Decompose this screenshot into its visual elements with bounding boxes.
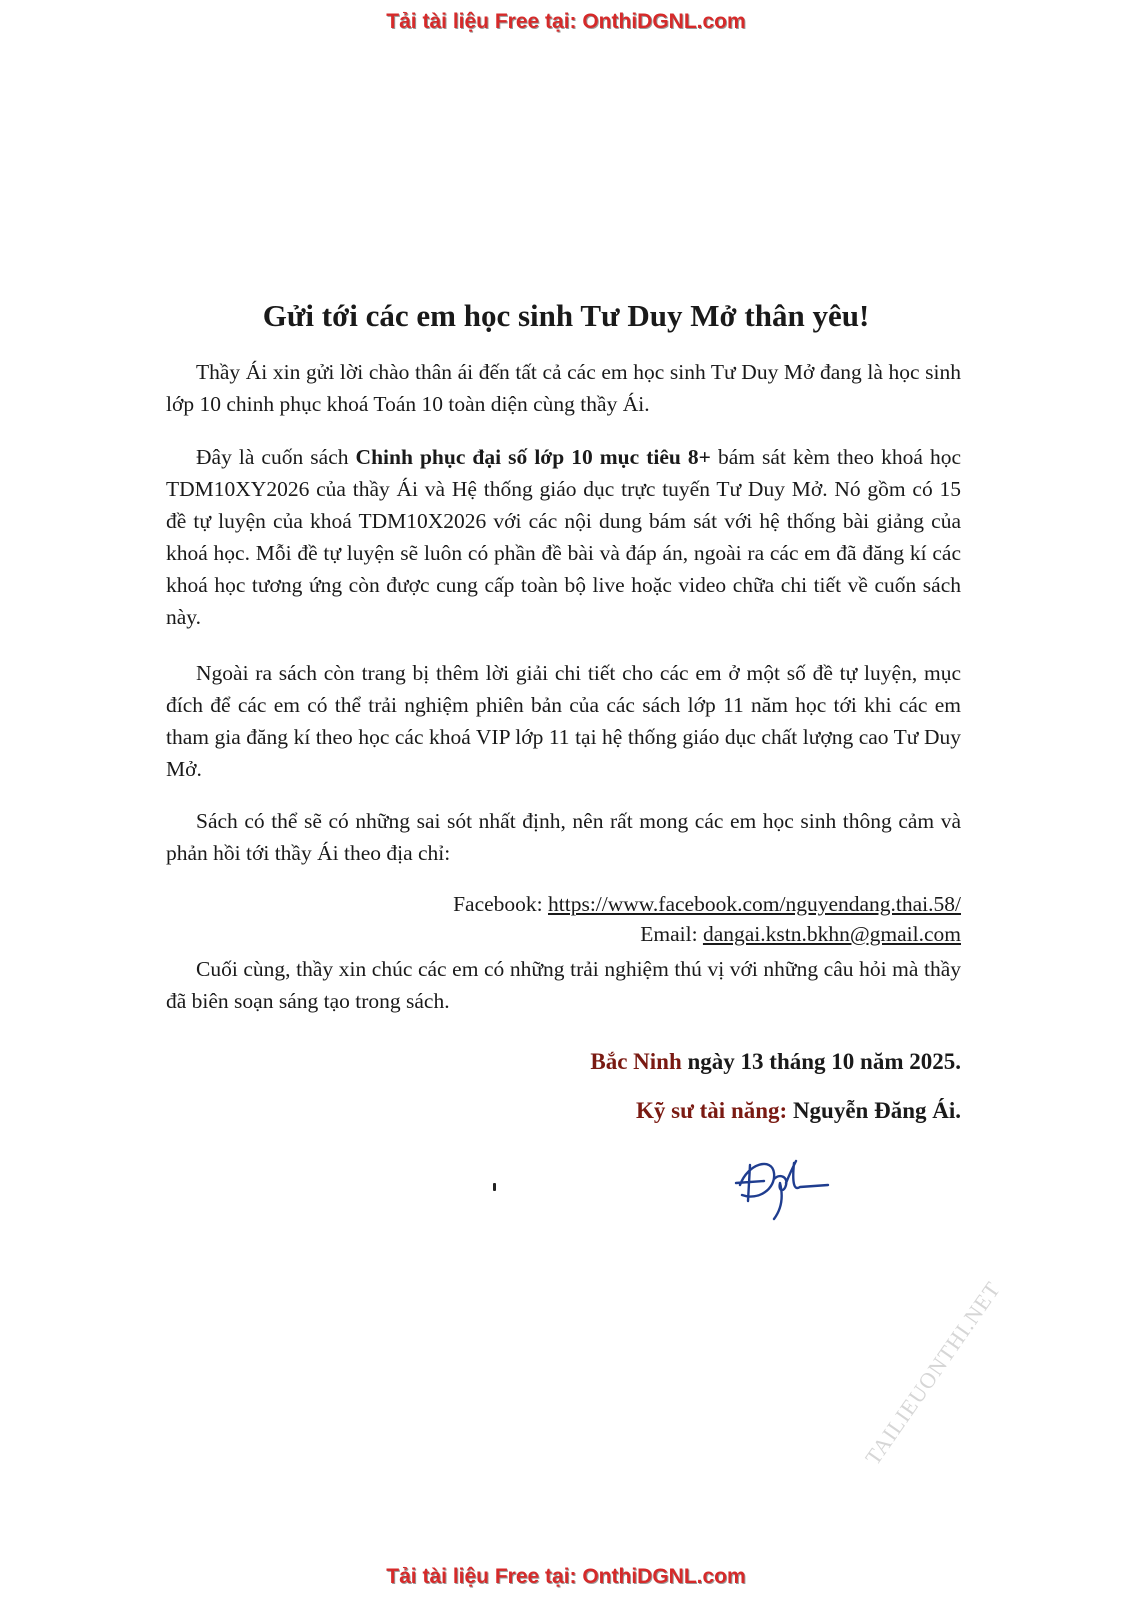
- paragraph-book-intro: [166, 441, 961, 633]
- paragraph-solutions: Ngoài ra sách còn trang bị thêm lời giải chi tiết cho các em ở một số đề tự luyện, mục đích để các em có thể trải nghiệm phiên bản của các sách lớp 11 năm học tới khi các em tham gia đăng kí theo học các khoá VIP lớp 11 tại hệ thống giáo dục chất lượng cao Tư Duy Mở.: [166, 661, 961, 781]
- book-title: Chinh phục đại số lớp 10 mục tiêu 8+: [355, 445, 711, 469]
- facebook-contact: [453, 889, 961, 919]
- author-role: Kỹ sư tài năng:: [636, 1098, 788, 1123]
- author-name: Nguyễn Đăng Ái.: [787, 1098, 961, 1123]
- facebook-link[interactable]: https://www.facebook.com/nguyendang.thai.58/: [548, 892, 961, 916]
- signoff-date-text: ngày 13 tháng 10 năm 2025.: [681, 1049, 961, 1074]
- paragraph-feedback: Sách có thể sẽ có những sai sót nhất định, nên rất mong các em học sinh thông cảm và phản hồi tới thầy Ái theo địa chỉ:: [166, 809, 961, 865]
- book-intro-rest: bám sát kèm theo khoá học TDM10XY2026 của thầy Ái và Hệ thống giáo dục trực tuyến Tư Duy Mở. Nó gồm có 15 đề tự luyện của khoá TDM10X2026 với các nội dung bám sát với hệ thống bài giảng của khoá học. Mỗi đề tự luyện sẽ luôn có phần đề bài và đáp án, ngoài ra các em đã đăng kí các khoá học tương ứng còn được cung cấp toàn bộ live hoặc video chữa chi tiết về cuốn sách này.: [166, 445, 961, 629]
- paragraph-greeting: Thầy Ái xin gửi lời chào thân ái đến tất cả các em học sinh Tư Duy Mở đang là học sinh lớp 10 chinh phục khoá Toán 10 toàn diện cùng thầy Ái.: [166, 360, 961, 416]
- signoff-author: [636, 1098, 961, 1124]
- signoff-date: [590, 1049, 961, 1075]
- facebook-label: Facebook:: [453, 892, 548, 916]
- email-contact: [640, 919, 961, 949]
- book-intro-lead: Đây là cuốn sách: [196, 445, 356, 469]
- signoff-place: Bắc Ninh: [590, 1049, 682, 1074]
- header-banner: Tải tài liệu Free tại: OnthiDGNL.com: [386, 10, 746, 33]
- watermark: TAILIEUONTHI.NET: [860, 1276, 1006, 1470]
- email-link[interactable]: dangai.kstn.bkhn@gmail.com: [702, 922, 961, 946]
- paragraph-closing: Cuối cùng, thầy xin chúc các em có những trải nghiệm thú vị với những câu hỏi mà thầy đã biên soạn sáng tạo trong sách.: [166, 957, 961, 1013]
- signature-icon: [728, 1143, 848, 1223]
- footer-banner: Tải tài liệu Free tại: OnthiDGNL.com: [386, 1565, 746, 1588]
- letter-title: Gửi tới các em học sinh Tư Duy Mở thân yêu!: [262, 298, 870, 333]
- email-label: Email:: [640, 922, 703, 946]
- ink-dot: [493, 1183, 496, 1191]
